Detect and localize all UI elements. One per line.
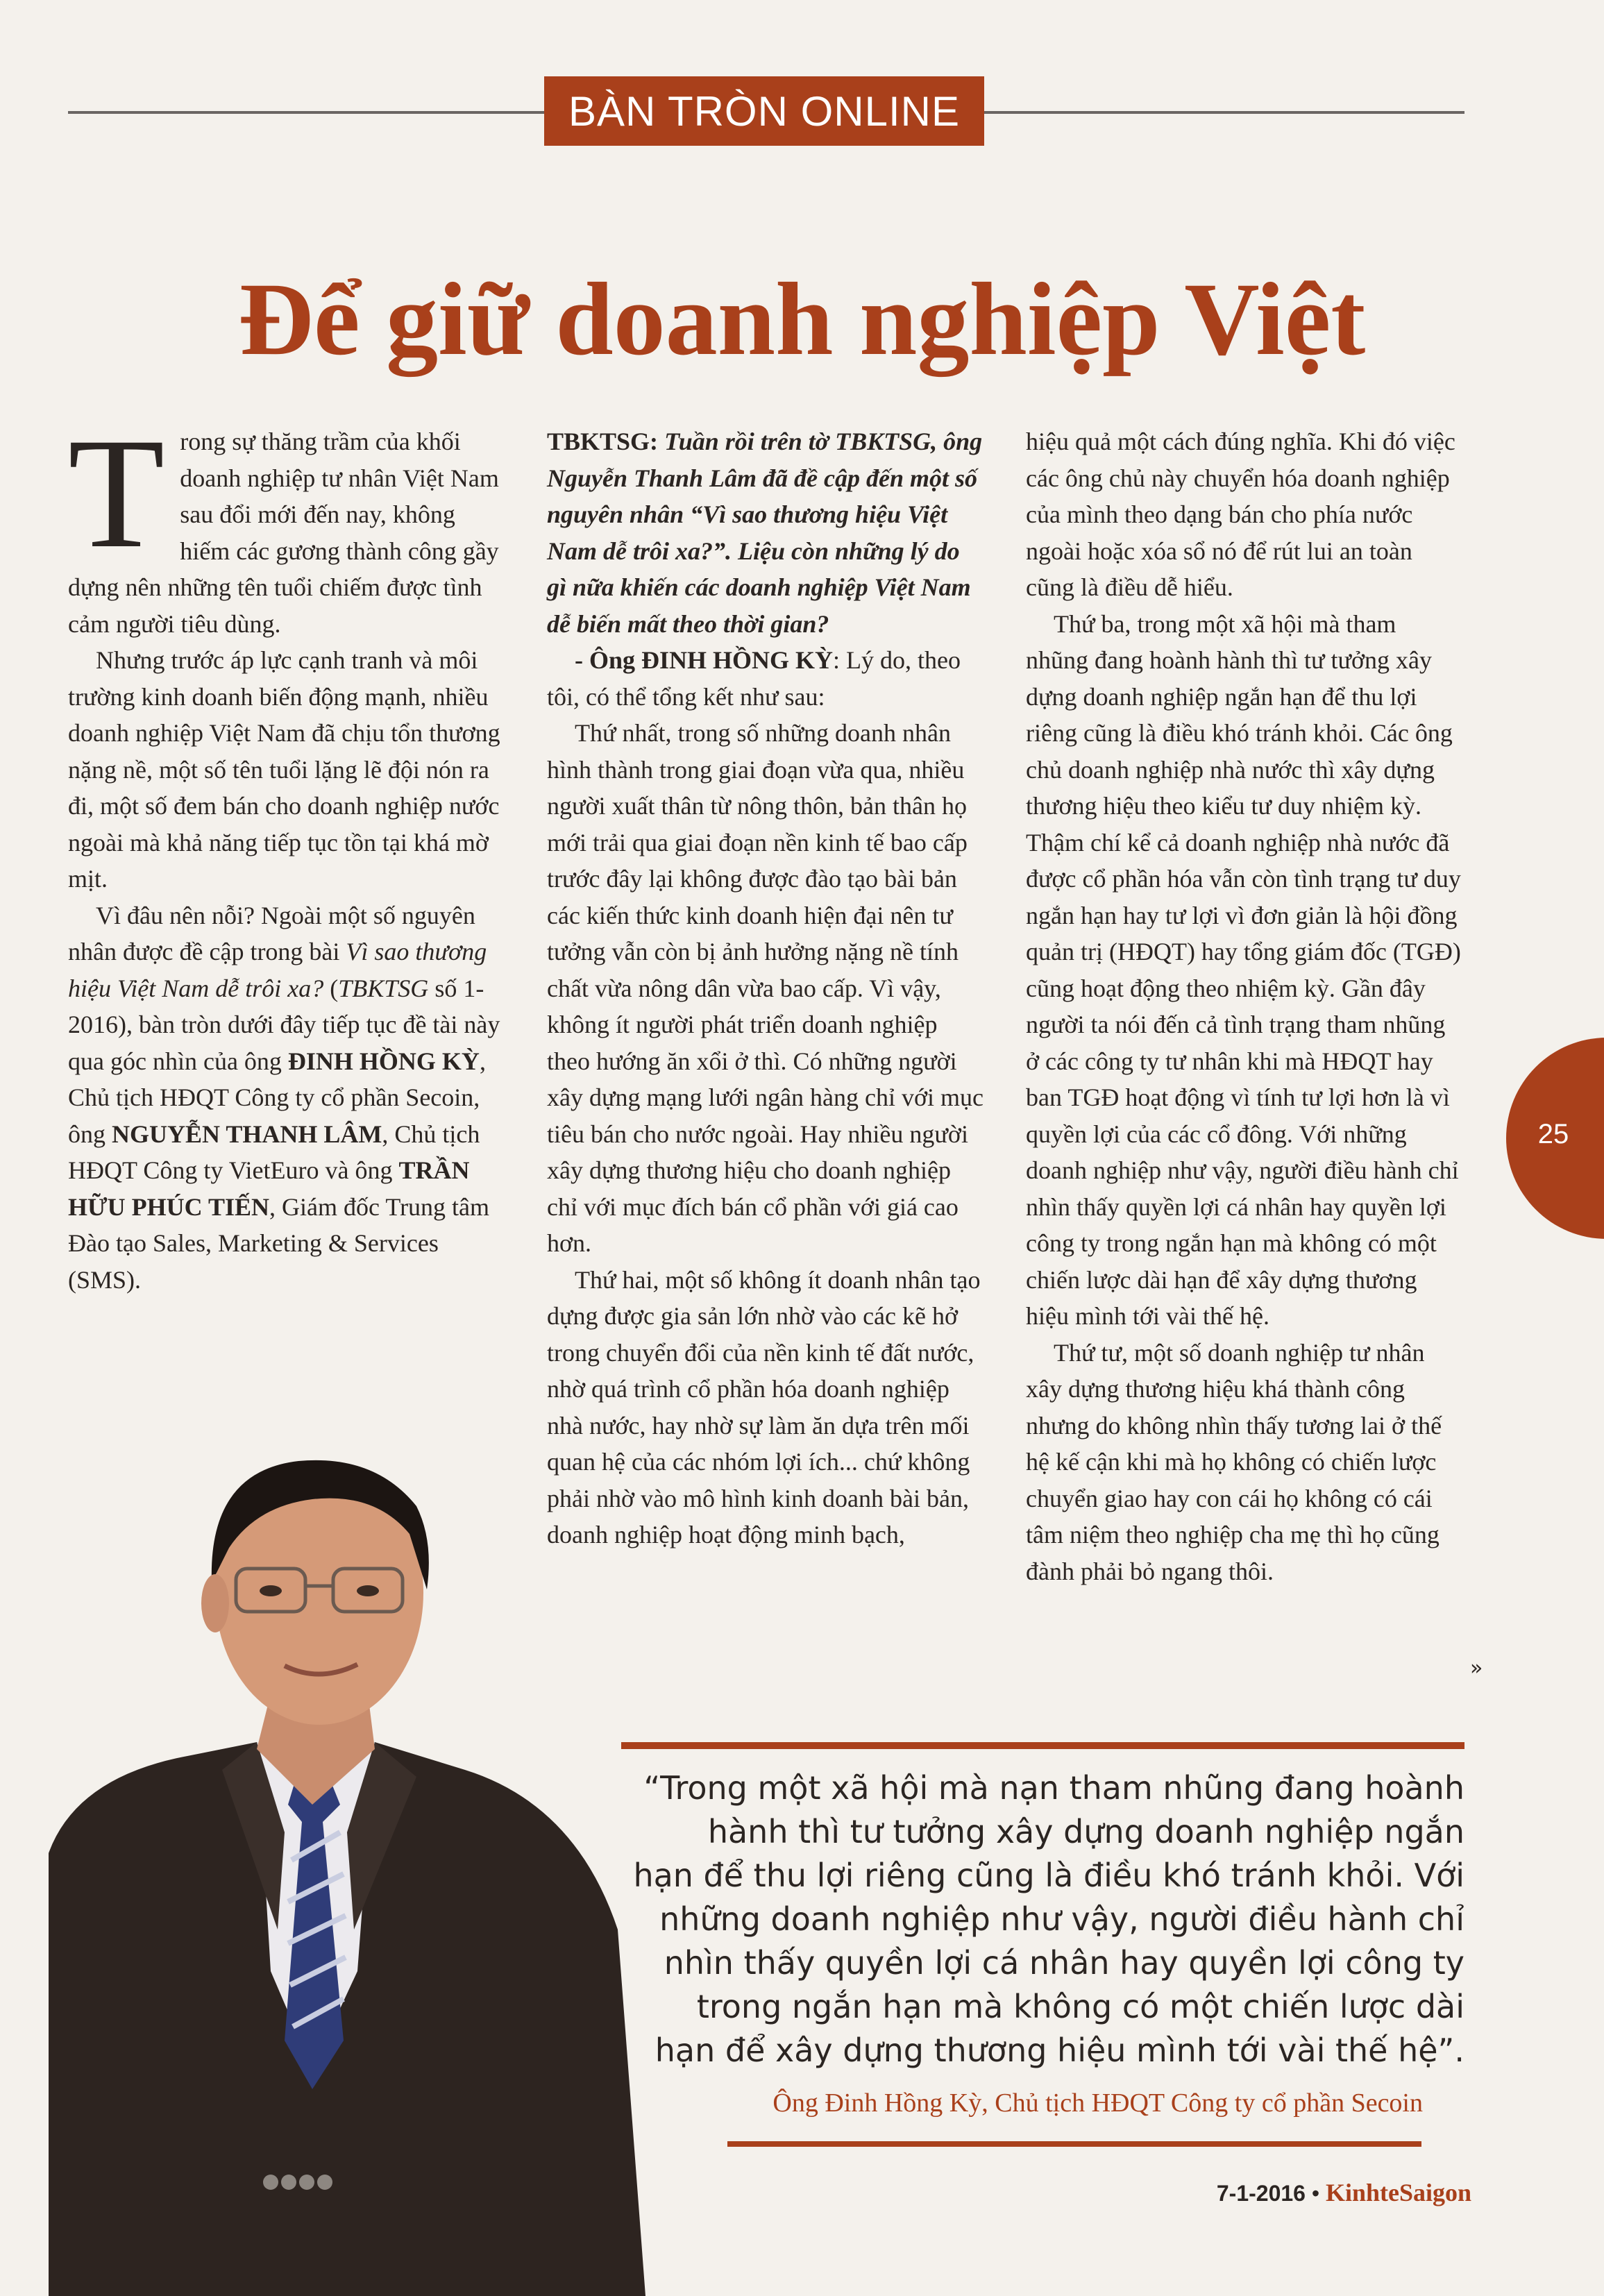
portrait-photo <box>49 1444 645 2296</box>
section-label: BÀN TRÒN ONLINE <box>544 76 984 146</box>
text-run: , Giám đốc Trung tâm Đào tạo Sales, Marketing & Services (SMS). <box>68 1192 490 1294</box>
header-rule-right <box>984 111 1464 114</box>
question-label: TBKTSG: <box>547 428 659 455</box>
paragraph: hiệu quả một cách đúng nghĩa. Khi đó việc các ông chủ này chuyển hóa doanh nghiệp của mình theo dạng bán cho phía nước ngoài hoặc xóa sổ nó để rút lui an toàn cũng là điều dễ hiểu. <box>1026 428 1455 601</box>
pull-quote-rule-top <box>621 1742 1464 1749</box>
question-text: Tuần rồi trên tờ TBKTSG, ông Nguyễn Thanh Lâm đã đề cập đến một số nguyên nhân “Vì sao thương hiệu Việt Nam dễ trôi xa?”. Liệu còn những lý do gì nữa khiến các doanh nghiệp Việt Nam dễ biến mất theo thời gian? <box>547 428 983 638</box>
pull-quote-line: “Trong một xã hội mà nạn tham nhũng đang hoành <box>643 1769 1464 1807</box>
paragraph <box>68 406 505 642</box>
paragraph-text: rong sự thăng trầm của khối doanh nghiệp tư nhân Việt Nam sau đổi mới đến nay, không hiếm các gương thành công gầy dựng nên những tên tuổi chiếm được tình cảm người tiêu dùng. <box>68 428 499 638</box>
publication-reference: TBKTSG <box>338 974 429 1002</box>
paragraph: Thứ nhất, trong số những doanh nhân hình thành trong giai đoạn vừa qua, nhiều người xuất thân từ nông thôn, bản thân họ mới trải qua giai đoạn nền kinh tế bao cấp trước đây lại không được đào tạo bài bản các kiến thức kinh doanh hiện đại nên tư tưởng vẫn còn bị ảnh hưởng nặng nề tính chất vừa nông dân vừa bao cấp. Vì vậy, không ít người phát triển doanh nghiệp theo hướng ăn xổi ở thì. Có những người xây dựng mạng lưới ngân hàng chỉ với mục tiêu bán cho nước ngoài. Hay nhiều người xây dựng thương hiệu cho doanh nghiệp chỉ với mục đích bán cổ phần với giá cao hơn. <box>547 719 983 1257</box>
drop-cap: T <box>68 406 165 581</box>
interview-answer <box>547 642 984 715</box>
text-run: , Chủ tịch HĐQT Công ty VietEuro và ông <box>68 1120 480 1184</box>
continue-arrow-icon: » <box>1470 1656 1483 1680</box>
pull-quote-rule-bottom <box>727 2141 1421 2147</box>
pull-quote-line: nhìn thấy quyền lợi cá nhân hay quyền lợi công ty <box>664 1944 1464 1982</box>
pull-quote-line: trong ngắn hạn mà không có một chiến lược dài <box>696 1988 1464 2025</box>
answer-text: : Lý do, theo tôi, có thể tổng kết như sau: <box>547 646 961 711</box>
page-number: 25 <box>1537 1119 1569 1149</box>
paragraph: Thứ hai, một số không ít doanh nhân tạo dựng được gia sản lớn nhờ vào các kẽ hở trong chuyển đổi của nền kinh tế đất nước, nhờ quá trình cổ phần hóa doanh nghiệp nhà nước, hay nhờ sự làm ăn dựa trên mối quan hệ của các nhóm lợi ích... chứ không phải nhờ vào mô hình kinh doanh bài bản, doanh nghiệp hoạt động minh bạch, <box>547 1265 981 1548</box>
article-column-3 <box>1026 423 1463 1589</box>
pull-quote-line: hạn để thu lợi riêng cũng là điều khó tránh khỏi. Với <box>633 1857 1464 1894</box>
paragraph: Thứ tư, một số doanh nghiệp tư nhân xây dựng thương hiệu khá thành công nhưng do không nhìn thấy tương lai ở thế hệ kế cận khi mà họ không có chiến lược chuyển giao hay con cái họ không có cái tâm niệm theo nghiệp cha mẹ thì họ cũng đành phải bỏ ngang thôi. <box>1026 1338 1442 1585</box>
text-run: , Chủ tịch HĐQT Công ty cổ phần Secoin, ông <box>68 1047 486 1148</box>
paragraph: Thứ ba, trong một xã hội mà tham nhũng đang hoành hành thì tư tưởng xây dựng doanh nghiệp ngắn hạn để thu lợi riêng cũng là điều khó tránh khỏi. Các ông chủ doanh nghiệp nhà nước thì xây dựng thương hiệu theo kiểu tư duy nhiệm kỳ. Thậm chí kể cả doanh nghiệp nhà nước đã được cổ phần hóa vẫn còn tình trạng tư duy ngắn hạn hay tư lợi vì đơn giản là hội đồng quản trị (HĐQT) hay tổng giám đốc (TGĐ) cũng hoạt động theo nhiệm kỳ. Gần đây người ta nói đến cả tình trạng tham nhũng ở các công ty tư nhân khi mà HĐQT hay ban TGĐ hoạt động vì tính tư lợi hơn là vì quyền lợi của các cổ đông. Với những doanh nghiệp như vậy, người điều hành chỉ nhìn thấy quyền lợi cá nhân hay quyền lợi công ty trong ngắn hạn mà không có một chiến lược dài hạn để xây dựng thương hiệu mình tới vài thế hệ. <box>1026 609 1461 1330</box>
text-run: ( <box>323 974 339 1002</box>
footer-separator: • <box>1305 2181 1326 2206</box>
article-title-reference: Vì sao thương hiệu Việt Nam dễ trôi xa? <box>68 938 487 1002</box>
issue-date: 7-1-2016 <box>1216 2181 1306 2206</box>
headline: Để giữ doanh nghiệp Việt <box>238 262 1366 377</box>
answer-speaker: - Ông ĐINH HỒNG KỲ <box>575 646 834 674</box>
pull-quote-line: hạn để xây dựng thương hiệu mình tới vài thế hệ”. <box>655 2032 1464 2069</box>
page-footer <box>1152 2178 1471 2207</box>
paragraph: Nhưng trước áp lực cạnh tranh và môi trường kinh doanh biến động mạnh, nhiều doanh nghiệp Việt Nam đã chịu tổn thương nặng nề, một số tên tuổi lặng lẽ đội nón ra đi, một số đem bán cho doanh nghiệp nước ngoài mà khả năng tiếp tục tồn tại khá mờ mịt. <box>68 646 500 893</box>
participant-name: ĐINH HỒNG KỲ <box>287 1047 480 1075</box>
pull-quote-line: hành thì tư tưởng xây dựng doanh nghiệp ngắn <box>707 1813 1464 1850</box>
article-column-1 <box>68 406 505 1298</box>
interview-question <box>547 423 984 642</box>
pull-quote-line: những doanh nghiệp như vậy, người điều hành chỉ <box>659 1900 1464 1938</box>
pull-quote <box>611 1766 1464 2073</box>
paragraph <box>68 897 505 1299</box>
publication-logo: KinhteSaigon <box>1325 2179 1471 2206</box>
text-run: Vì đâu nên nỗi? Ngoài một số nguyên nhân được đề cập trong bài <box>68 901 475 965</box>
participant-name: NGUYỄN THANH LÂM <box>112 1120 382 1148</box>
participant-name: TRẦN HỮU PHÚC TIẾN <box>68 1156 470 1221</box>
pull-quote-attribution: Ông Đinh Hồng Kỳ, Chủ tịch HĐQT Công ty cổ phần Secoin <box>773 2088 1423 2118</box>
header-rule-left <box>68 111 544 114</box>
text-run: số 1-2016), bàn tròn dưới đây tiếp tục đề tài này qua góc nhìn của ông <box>68 974 500 1075</box>
article-column-2 <box>547 423 984 1553</box>
